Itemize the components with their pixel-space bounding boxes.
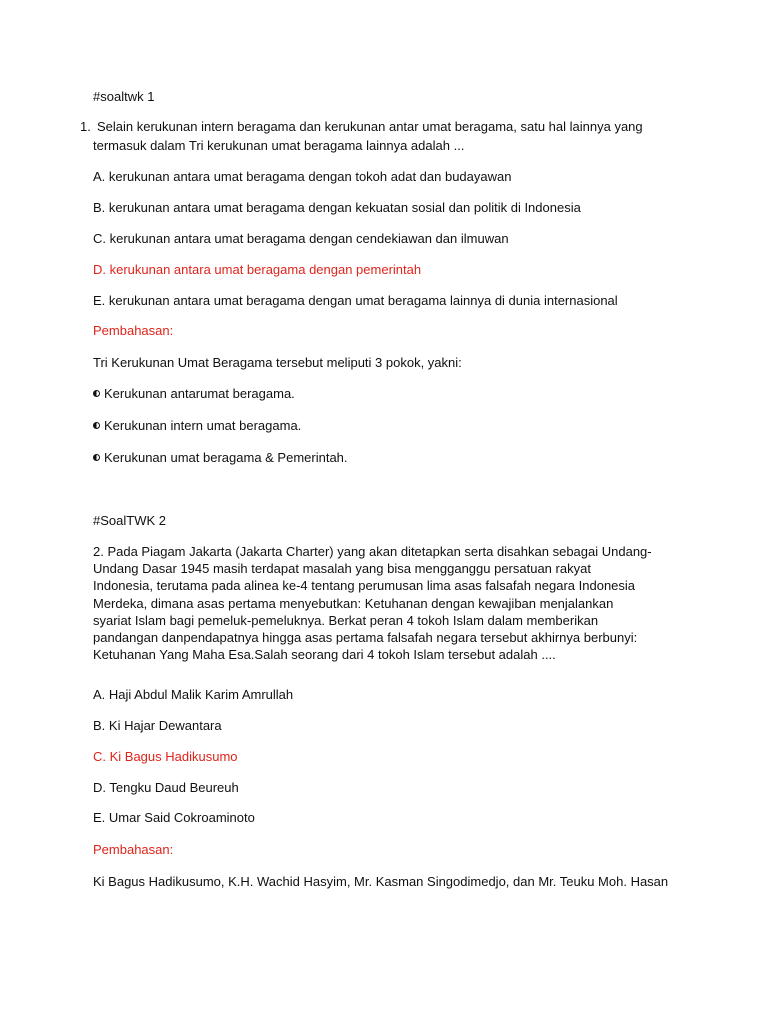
q2-question-text: 2. Pada Piagam Jakarta (Jakarta Charter) yang akan ditetapkan serta disahkan sebagai Undang-Undang Dasar 1945 masih terdapat masalah yang bisa mengganggu persatuan rakyat Indonesia, terutama pada alinea ke-4 tentang perumusan lima asas falsafah negara Indonesia Merdeka, dimana asas pertama menyebutkan: Ketuhanan dengan kewajiban menjalankan syariat Islam bagi pemeluk-pemeluknya. Berkat peran 4 tokoh Islam dalam memberikan pandangan danpendapatnya hingga asas pertama falsafah negara tersebut akhirnya berbunyi: Ketuhanan Yang Maha Esa.Salah seorang dari 4 tokoh Islam tersebut adalah ....: [93, 544, 652, 663]
q2-option-a: A. Haji Abdul Malik Karim Amrullah: [93, 687, 294, 702]
q2-option-e: E. Umar Said Cokroaminoto: [93, 810, 255, 825]
q2-option-d: D. Tengku Daud Beureuh: [93, 780, 239, 795]
half-circle-bullet-icon: [93, 454, 100, 461]
q1-option-d-answer: D. kerukunan antara umat beragama dengan pemerintah: [93, 262, 422, 277]
q1-number: 1.: [80, 119, 91, 134]
half-circle-bullet-icon: [93, 390, 100, 397]
q2-pembahasan-label: Pembahasan:: [93, 842, 174, 857]
half-circle-bullet-icon: [93, 422, 100, 429]
q2-option-b: B. Ki Hajar Dewantara: [93, 718, 222, 733]
q1-option-c: C. kerukunan antara umat beragama dengan cendekiawan dan ilmuwan: [93, 231, 509, 246]
q1-bullet-item: [93, 450, 348, 466]
q1-pembahasan-label: Pembahasan:: [93, 323, 174, 338]
q1-bullet-item: [93, 418, 301, 434]
q2-tag: #SoalTWK 2: [93, 513, 166, 528]
q1-bullet-item: [93, 386, 295, 402]
q2-pembahasan-text: Ki Bagus Hadikusumo, K.H. Wachid Hasyim, Mr. Kasman Singodimedjo, dan Mr. Teuku Moh. Hasan: [93, 874, 669, 889]
q2-option-c-answer: C. Ki Bagus Hadikusumo: [93, 749, 238, 764]
q1-tag: #soaltwk 1: [93, 89, 155, 104]
q1-option-b: B. kerukunan antara umat beragama dengan kekuatan sosial dan politik di Indonesia: [93, 200, 581, 215]
q1-option-a: A. kerukunan antara umat beragama dengan tokoh adat dan budayawan: [93, 169, 512, 184]
q1-option-e: E. kerukunan antara umat beragama dengan umat beragama lainnya di dunia internasional: [93, 293, 618, 308]
q1-bullet-text: Kerukunan antarumat beragama.: [104, 386, 295, 401]
q1-bullet-text: Kerukunan umat beragama & Pemerintah.: [104, 450, 348, 465]
q1-pembahasan-intro: Tri Kerukunan Umat Beragama tersebut meliputi 3 pokok, yakni:: [93, 355, 462, 370]
q1-bullet-text: Kerukunan intern umat beragama.: [104, 418, 302, 433]
q1-text-line2: termasuk dalam Tri kerukunan umat beragama lainnya adalah ...: [93, 138, 465, 153]
q1-text-line1: Selain kerukunan intern beragama dan kerukunan antar umat beragama, satu hal lainnya yang: [97, 119, 643, 134]
